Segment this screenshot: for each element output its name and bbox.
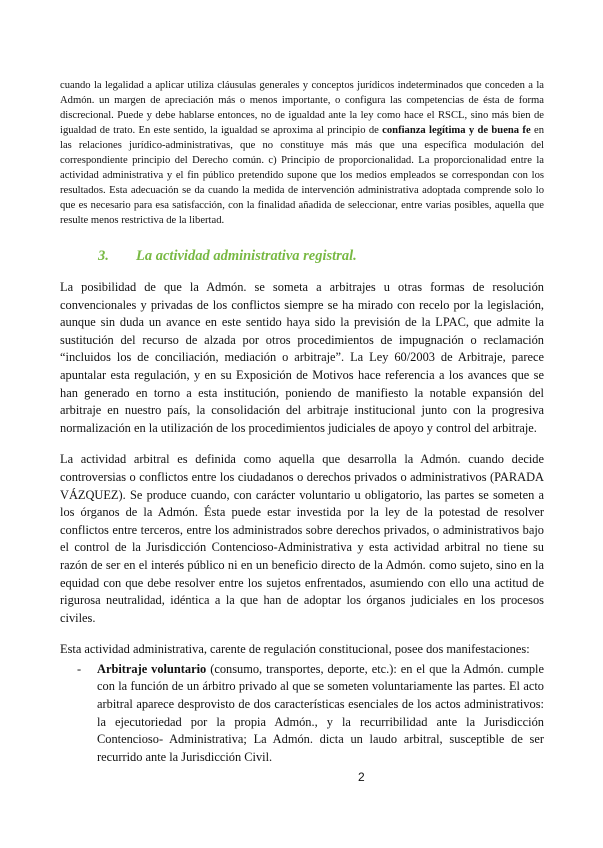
- paragraph-top-part1: cuando la legalidad a aplicar utiliza cláusulas generales y conceptos jurídicos indeterminados que conceden a la Admón. un margen de apreciación más o menos importante, o configura las competencias de ésta de forma discrecional. Puede y debe hablarse entonces, no de igualdad ante la ley como hace el RSCL, sino más bien de igualdad de trato. En este sentido, la igualdad se aproxima al principio de: [60, 80, 544, 136]
- manifestations-list: [60, 661, 544, 767]
- list-item: [60, 661, 544, 767]
- section-heading: [98, 248, 544, 265]
- paragraph-top-part2: en las relaciones jurídico-administrativas, que no constituye más más que una específica modulación del correspondiente principio del Derecho común. c) Principio de proporcionalidad. La proporcionalidad entre la actividad administrativa y el fin público pretendido supone que los medios empleados se correspondan con los resultados. Esta adecuación se da cuando la medida de intervención administrativa adoptada comprende solo lo que es necesario para esa satisfacción, con la finalidad añadida de seleccionar, entre varias posibles, aquella que resulte menos restrictiva de la libertad.: [60, 125, 544, 226]
- paragraph-top: [60, 78, 544, 228]
- list-item-body: (consumo, transportes, deporte, etc.): en el que la Admón. cumple con la función de un árbitro privado al que se someten voluntariamente las partes. El acto arbitral aparece desprovisto de dos características esenciales de los actos administrativos: la ejecutoriedad por la propia Admón., y la recurribilidad ante la Jurisdicción Contencioso- Administrativa; La Admón. dicta un laudo arbitral, susceptible de ser recurrido ante la Jurisdicción Civil.: [97, 661, 544, 764]
- list-dash: -: [77, 661, 82, 676]
- paragraph-arbitral-activity: La actividad arbitral es definida como aquella que desarrolla la Admón. cuando decide controversias o conflictos entre los ciudadanos o derechos privados o administrativos (PARADA VÁZQUEZ). Se produce cuando, con carácter voluntario u obligatorio, las partes se someten a los órganos de la Admón. Ésta puede estar investida por la ley de la potestad de resolver conflictos entre terceros, entre los administrados sobre derechos privados, o administrativos bajo el control de la Jurisdicción Contencioso-Administrativa y esta actividad arbitral no tiene su razón de ser en el interés público ni en un beneficio directo de la Admón. como sujeto, sino en la equidad con que debe resolver entre los sujetos enfrentados, asumiendo con ello una actitud de rigurosa neutralidad, idéntica a la que han de adoptar los órganos judiciales en los procesos civiles.: [60, 452, 544, 625]
- document-page: [60, 78, 544, 766]
- paragraph-top-bold: confianza legítima y de buena fe: [382, 125, 531, 136]
- paragraph-manifestations: Esta actividad administrativa, carente de regulación constitucional, posee dos manifestaciones:: [60, 642, 530, 657]
- paragraph-arbitration-intro: La posibilidad de que la Admón. se someta a arbitrajes u otras formas de resolución convencionales y privadas de los conflictos siempre se ha mirado con recelo por la legislación, aunque sin duda un avance en este sentido haya sido la previsión de la LPAC, que admite la sustitución del recurso de alzada por otros procedimientos de impugnación o reclamación “incluidos los de conciliación, mediación o arbitraje”. La Ley 60/2003 de Arbitraje, parece apuntalar esta regulación, y en su Exposición de Motivos hace referencia a los avances que se han generado en torno a esta institución, poniendo de manifiesto la notable expansión del arbitraje en nuestro país, la consolidación del arbitraje institucional junto con la progresiva normalización en la utilización de los procedimientos judiciales de apoyo y control del arbitraje.: [60, 280, 544, 435]
- list-item-bold: Arbitraje voluntario: [97, 661, 207, 676]
- page-number: 2: [358, 770, 365, 784]
- list-item-text: [97, 661, 544, 767]
- section-title: La actividad administrativa registral.: [136, 248, 357, 264]
- section-number: 3.: [98, 248, 109, 264]
